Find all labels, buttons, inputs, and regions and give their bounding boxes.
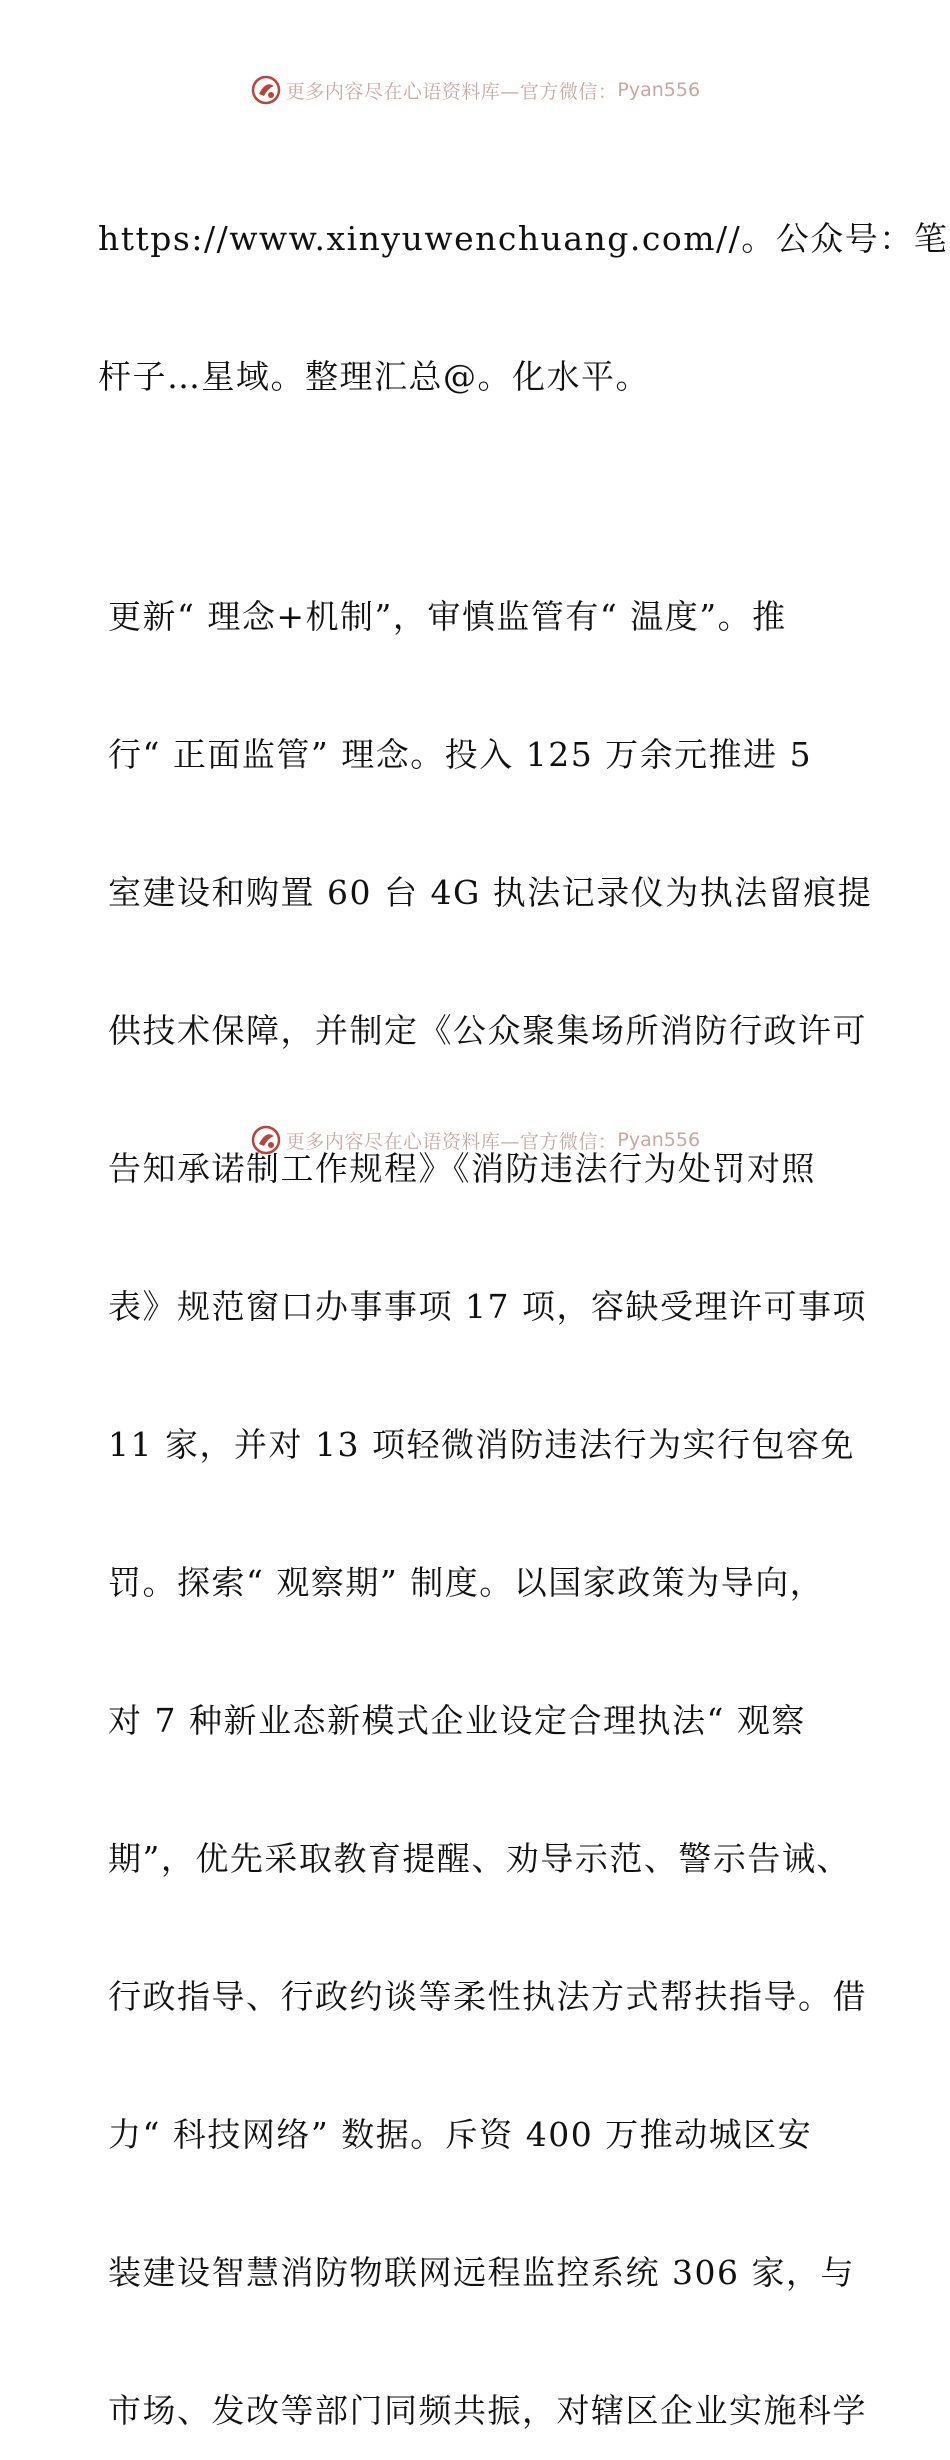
paragraph-2-line: 室建设和购置 60 台 4G 执法记录仪为执法留痕提 [108,873,873,912]
document-body [98,124,949,2460]
header-banner-id: Pyan556 [617,79,701,101]
paragraph-2-line: 力“ 科技网络” 数据。斥资 400 万推动城区安 [108,2115,813,2154]
paragraph-2-line: 行政指导、行政约谈等柔性执法方式帮扶指导。借 [108,1977,867,2016]
paragraph-1 [98,124,949,492]
paragraph-2-line: 供技术保障，并制定《公众聚集场所消防行政许可 [108,1011,867,1050]
paragraph-1-line: https://www.xinyuwenchuang.com//。公众号：笔 [98,219,949,258]
footer-banner-id: Pyan556 [617,1129,701,1151]
logo-icon [250,74,282,106]
paragraph-2-line: 表》规范窗口办事事项 17 项，容缺受理许可事项 [108,1287,867,1326]
header-banner [0,70,950,110]
paragraph-2-line: 11 家，并对 13 项轻微消防违法行为实行包容免 [108,1425,855,1464]
paragraph-2-line: 罚。探索“ 观察期” 制度。以国家政策为导向， [108,1563,825,1602]
paragraph-2-line: 告知承诺制工作规程》《消防违法行为处罚对照 [108,1149,816,1188]
paragraph-2-line: 期”，优先采取教育提醒、劝导示范、警示告诫、 [108,1839,851,1878]
paragraph-2-line: 装建设智慧消防物联网远程监控系统 306 家，与 [108,2253,855,2292]
paragraph-2-line: 行“ 正面监管” 理念。投入 125 万余元推进 5 [108,735,813,774]
paragraph-2-line: 市场、发改等部门同频共振，对辖区企业实施科学 [108,2391,867,2430]
logo-icon [250,1124,282,1156]
footer-banner-text: 更多内容尽在心语资料库—官方微信： [285,1130,618,1153]
paragraph-2-line: 对 7 种新业态新模式企业设定合理执法“ 观察 [108,1701,806,1740]
paragraph-2 [98,502,873,2460]
header-banner-text: 更多内容尽在心语资料库—官方微信： [285,80,618,103]
paragraph-2-line: 更新“ 理念+机制”，审慎监管有“ 温度”。推 [108,597,787,636]
footer-banner [0,1120,950,1160]
paragraph-1-line: 杆子…星域。整理汇总@。化水平。 [98,357,650,396]
